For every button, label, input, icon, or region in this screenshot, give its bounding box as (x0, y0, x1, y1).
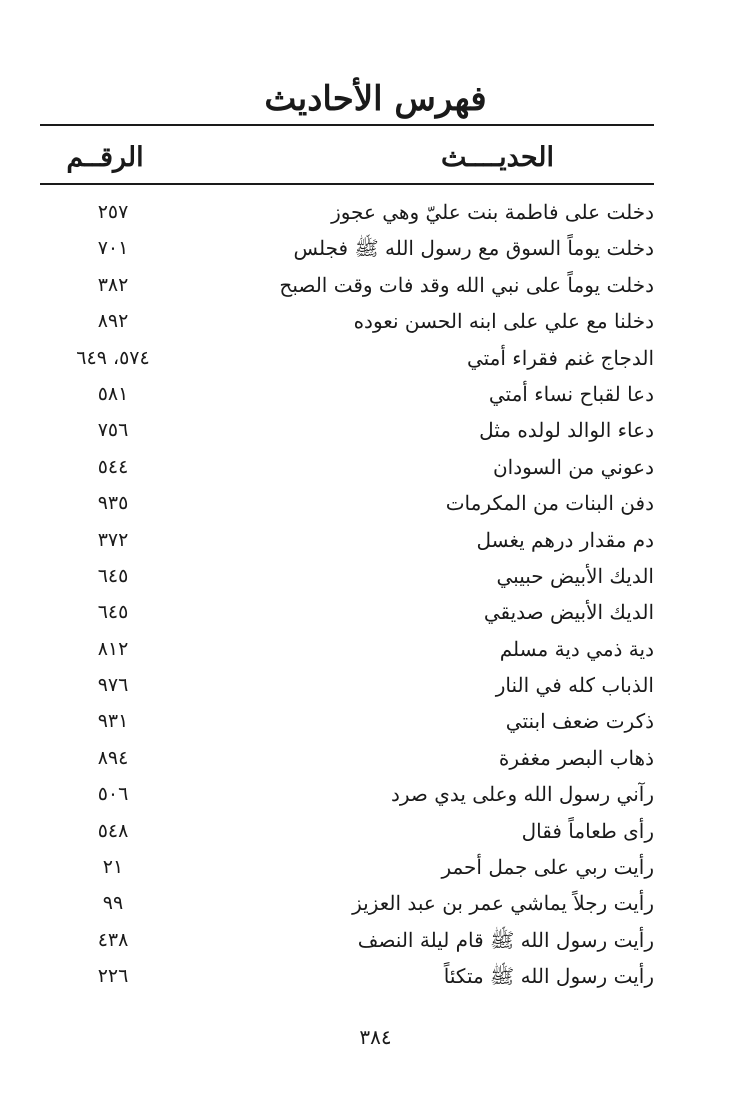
table-row (40, 594, 654, 630)
table-row (40, 376, 654, 412)
hadith-text: دية ذمي دية مسلم (499, 636, 654, 661)
hadith-number: ٥٤٤ (97, 455, 129, 478)
hadith-number: ٣٨٢ (97, 273, 129, 296)
hadith-text: دخلنا مع علي على ابنه الحسن نعوده (353, 309, 654, 334)
table-row (40, 485, 654, 521)
table-row (40, 740, 654, 776)
hadith-number: ٨٩٤ (97, 746, 129, 769)
hadith-text: رأيت رجلاً يماشي عمر بن عبد العزيز (352, 891, 654, 916)
hadith-number: ٤٣٨ (97, 928, 129, 951)
hadith-number: ٢١ (102, 856, 124, 879)
column-header-number: الرقــم (66, 142, 144, 173)
hadith-text: دعا لقباح نساء أمتي (488, 381, 654, 406)
table-row (40, 776, 654, 812)
hadith-text: دعوني من السودان (492, 454, 654, 479)
table-row (40, 813, 654, 849)
table-row (40, 230, 654, 266)
hadith-number: ٥٨١ (97, 382, 129, 405)
table-row (40, 267, 654, 303)
hadith-text: دم مقدار درهم يغسل (476, 527, 654, 552)
table-row (40, 412, 654, 448)
hadith-number: ٧٥٦ (97, 419, 129, 442)
table-row (40, 958, 654, 994)
hadith-number: ٧٠١ (97, 237, 129, 260)
table-row (40, 522, 654, 558)
table-row (40, 340, 654, 376)
hadith-text: ذهاب البصر مغفرة (498, 745, 654, 770)
hadith-number: ٦٤٥ (97, 601, 129, 624)
hadith-number: ٥٠٦ (97, 783, 129, 806)
hadith-number: ٢٢٦ (97, 965, 129, 988)
hadith-text: رأيت رسول الله ﷺ قام ليلة النصف (357, 927, 654, 952)
hadith-text: الديك الأبيض حبيبي (496, 563, 654, 588)
hadith-number: ٨١٢ (97, 637, 129, 660)
header-top-rule (40, 124, 654, 126)
table-row (40, 703, 654, 739)
table-row (40, 922, 654, 958)
hadith-number: ٨٩٢ (97, 310, 129, 333)
table-row (40, 303, 654, 339)
table-row (40, 194, 654, 230)
hadith-text: دخلت على فاطمة بنت عليّ وهي عجوز (331, 200, 654, 224)
hadith-text: رأيت ربي على جمل أحمر (441, 855, 654, 880)
hadith-number: ٢٥٧ (97, 201, 129, 223)
hadith-text: دخلت يوماً السوق مع رسول الله ﷺ فجلس (293, 236, 654, 261)
table-row (40, 449, 654, 485)
hadith-text: الذباب كله في النار (495, 673, 654, 698)
hadith-text: رأى طعاماً فقال (521, 818, 654, 843)
hadith-text: ذكرت ضعف ابنتي (505, 709, 654, 734)
hadith-text: دفن البنات من المكرمات (445, 491, 654, 516)
hadith-text: دخلت يوماً على نبي الله وقد فات وقت الصبح (279, 272, 654, 297)
hadith-text: رآني رسول الله وعلى يدي صرد (390, 782, 654, 807)
table-row (40, 849, 654, 885)
hadith-number: ٩٩ (102, 892, 124, 915)
hadith-number: ٣٧٢ (97, 528, 129, 551)
hadith-number: ٥٤٨ (97, 819, 129, 842)
hadith-text: الدجاج غنم فقراء أمتي (466, 345, 654, 370)
column-header-hadith: الحديــــث (441, 142, 554, 173)
hadith-text: الديك الأبيض صديقي (483, 600, 654, 625)
hadith-number: ٦٤٥ (97, 564, 129, 587)
hadith-number: ٩٣٥ (97, 492, 129, 515)
table-row (40, 631, 654, 667)
hadith-number: ٩٧٦ (97, 674, 129, 697)
hadith-number: ٩٣١ (97, 710, 129, 733)
hadith-index-list (40, 194, 654, 995)
table-row (40, 667, 654, 703)
hadith-text: دعاء الوالد لولده مثل (479, 418, 654, 443)
table-row (40, 558, 654, 594)
header-bottom-rule (40, 183, 654, 185)
page-number: ٣٨٤ (359, 1025, 392, 1049)
hadith-text: رأيت رسول الله ﷺ متكئاً (443, 964, 654, 989)
hadith-number: ٥٧٤، ٦٤٩ (76, 346, 150, 369)
page-title: فهرس الأحاديث (264, 79, 487, 119)
table-row (40, 885, 654, 921)
